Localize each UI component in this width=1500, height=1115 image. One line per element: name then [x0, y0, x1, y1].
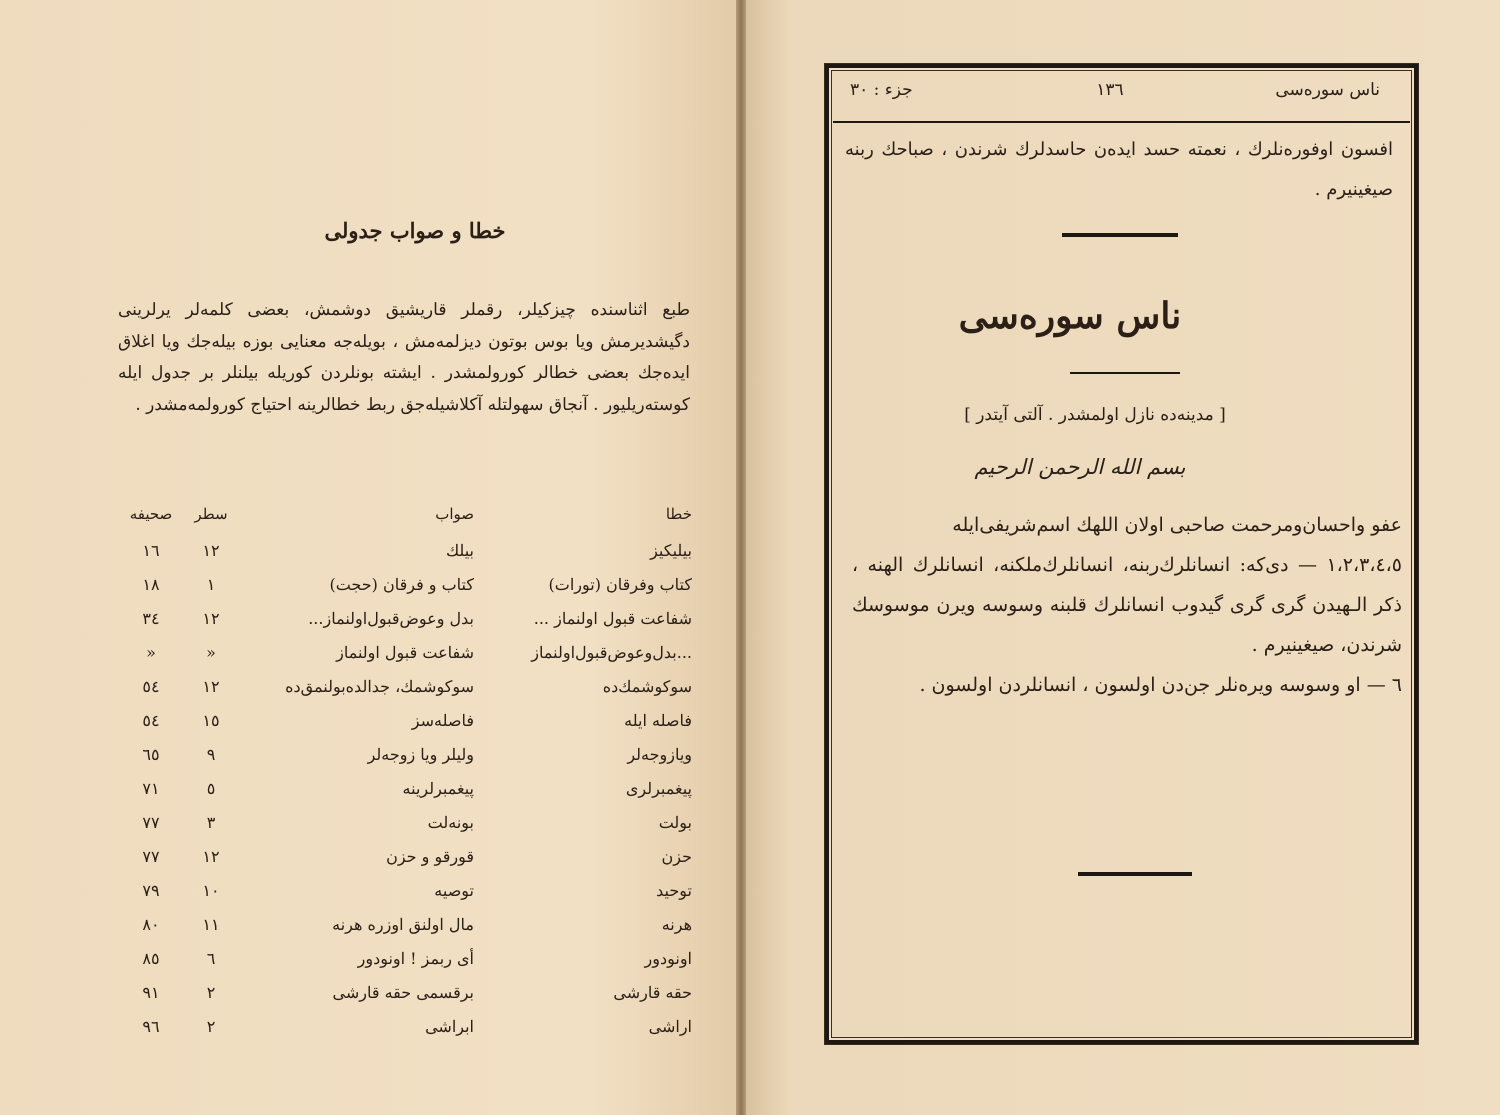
- title-underline: [1070, 372, 1180, 374]
- cell-line: ١٢: [202, 847, 220, 866]
- cell-line: ١٢: [202, 541, 220, 560]
- cell-page: ١٨: [142, 575, 160, 594]
- cell-page: ٧٩: [142, 881, 160, 900]
- cell-correct: کتاب و فرقان (حجت): [329, 575, 474, 594]
- cell-line: ١: [206, 575, 216, 594]
- cell-page: ٨٠: [142, 915, 160, 934]
- cell-page: ٧٧: [142, 847, 160, 866]
- header-rule: [833, 121, 1410, 123]
- header-error: خطا: [665, 505, 692, 523]
- table-row: [120, 541, 692, 575]
- cell-line: ١٠: [202, 881, 220, 900]
- cell-line: ٦: [206, 949, 216, 968]
- table-row: [120, 915, 692, 949]
- cell-page: ٦٥: [142, 745, 160, 764]
- errata-table: [120, 505, 692, 1051]
- table-header: [120, 505, 692, 541]
- table-row: [120, 643, 692, 677]
- cell-page: ٧١: [142, 779, 160, 798]
- cell-correct: پیغمبرلرینه: [402, 779, 474, 798]
- cell-page: ٩١: [142, 983, 160, 1002]
- paragraph: ١،٢،٣،٤،٥ — دی‌که: انسانلرك‌ربنه، انسانلرك‌ملكنه، انسانلرك الهنه ، ذکر الـهیدن گری گری گیدوب انسانلرك قلبنه وسوسه ویرن موسوسك شرندن، صیغینیرم .: [852, 554, 1402, 656]
- cell-error: بیلیکیز: [650, 541, 692, 560]
- cell-line: »: [206, 643, 216, 662]
- paragraph: ٦ — او وسوسه ویره‌نلر جن‌دن اولسون ، انسانلردن اولسون .: [919, 674, 1402, 696]
- cell-correct: بونه‌لت: [427, 813, 474, 832]
- cell-line: ٩: [206, 745, 216, 764]
- cell-correct: سوکوشمك، جدالده‌بولنمق‌ده: [285, 677, 474, 696]
- header-page: صحیفه: [129, 505, 173, 523]
- cell-page: »: [146, 643, 156, 662]
- errata-intro: طبع اثناسنده چیزکیلر، رقملر قاریشیق دوشمش، بعضی کلمه‌لر یرلرینی دگیشدیرمش ویا بوس بوتون دیزلمه‌مش ، بویله‌جه معنایی بوزه بیله‌جك ویا اغلاق ایده‌جك بعضی خطالر کورولمشدر . ایشته بونلردن کوریله بیلنلر بر جدول ایله کوسته‌ریلیور . آنجاق سهولتله آکلاشیله‌جق ربط خطالرینه احتیاج کورولمه‌مشدر .: [118, 300, 690, 415]
- cell-line: ٢: [206, 983, 216, 1002]
- cell-error: شفاعت قبول اولنماز ...: [533, 609, 692, 628]
- surah-body: [852, 505, 1402, 705]
- cell-line: ٢: [206, 1017, 216, 1036]
- errata-title: خطا و صواب جدولی: [324, 218, 506, 243]
- header-correct: صواب: [435, 505, 474, 523]
- divider-rule: [1062, 233, 1178, 237]
- cell-error: سوکوشمك‌ده: [602, 677, 692, 696]
- cell-correct: توصیه: [434, 881, 474, 900]
- end-rule: [1078, 872, 1192, 876]
- cell-page: ١٦: [142, 541, 160, 560]
- juz-label: جزء : ٣٠: [850, 80, 913, 100]
- table-row: [120, 1017, 692, 1051]
- cell-line: ١٢: [202, 609, 220, 628]
- table-row: [120, 575, 692, 609]
- cell-line: ٥: [206, 779, 216, 798]
- cell-correct: مال اولنق اوزره هرنه: [332, 915, 474, 934]
- cell-page: ٩٦: [142, 1017, 160, 1036]
- cell-error: ویازوجه‌لر: [627, 745, 692, 764]
- cell-page: ٥٤: [142, 711, 160, 730]
- header-line: سطر: [194, 505, 228, 523]
- cell-correct: ابراشی: [425, 1017, 474, 1036]
- table-row: [120, 949, 692, 983]
- cell-line: ٣: [206, 813, 216, 832]
- paragraph: عفو واحسان‌ومرحمت صاحبی اولان اللهك اسم‌شریفی‌ایله: [952, 514, 1402, 536]
- previous-surah-ending: افسون اوفوره‌نلرك ، نعمته حسد ایده‌ن حاسدلرك شرندن ، صباحك ربنه صیغینیرم .: [845, 139, 1393, 200]
- cell-correct: أی ربمز ! اونودور: [357, 949, 474, 968]
- table-row: [120, 711, 692, 745]
- cell-error: اونودور: [644, 949, 692, 968]
- surah-title: ناس سوره‌سی: [958, 295, 1182, 337]
- book-spine: [736, 0, 746, 1115]
- cell-page: ٥٤: [142, 677, 160, 696]
- cell-correct: قورقو و حزن: [386, 847, 474, 866]
- table-row: [120, 881, 692, 915]
- cell-line: ١١: [202, 915, 220, 934]
- cell-error: حقه قارشی: [613, 983, 692, 1002]
- cell-correct: برقسمی حقه قارشی: [332, 983, 474, 1002]
- cell-error: اراشی: [648, 1017, 692, 1036]
- cell-correct: فاصله‌سز: [411, 711, 474, 730]
- table-row: [120, 813, 692, 847]
- cell-error: فاصله ایله: [624, 711, 692, 730]
- cell-error: بولت: [658, 813, 692, 832]
- cell-line: ١٢: [202, 677, 220, 696]
- cell-error: کتاب وفرقان (تورات): [548, 575, 692, 594]
- cell-correct: بدل وعوض‌قبول‌اولنماز...: [308, 609, 474, 628]
- table-row: [120, 847, 692, 881]
- cell-error: ...بدل‌وعوض‌قبول‌اولنماز: [531, 643, 692, 662]
- cell-correct: بیلك: [445, 541, 474, 560]
- page-number: ١٣٦: [1096, 80, 1124, 100]
- cell-correct: ولیلر ویا زوجه‌لر: [367, 745, 474, 764]
- cell-correct: شفاعت قبول اولنماز: [336, 643, 474, 662]
- cell-error: حزن: [661, 847, 692, 866]
- table-row: [120, 609, 692, 643]
- table-row: [120, 983, 692, 1017]
- cell-page: ٧٧: [142, 813, 160, 832]
- basmala: بسم الله الرحمن الرحیم: [974, 455, 1186, 479]
- cell-error: پیغمبرلری: [625, 779, 692, 798]
- table-row: [120, 677, 692, 711]
- revelation-note: [ مدینه‌ده نازل اولمشدر . آلتی آیتدر ]: [964, 405, 1226, 425]
- cell-page: ٨٥: [142, 949, 160, 968]
- cell-error: توحید: [656, 881, 692, 900]
- running-header-title: ناس سوره‌سی: [1275, 80, 1380, 100]
- cell-page: ٣٤: [142, 609, 160, 628]
- cell-line: ١٥: [202, 711, 220, 730]
- table-row: [120, 779, 692, 813]
- table-row: [120, 745, 692, 779]
- cell-error: هرنه: [661, 915, 692, 934]
